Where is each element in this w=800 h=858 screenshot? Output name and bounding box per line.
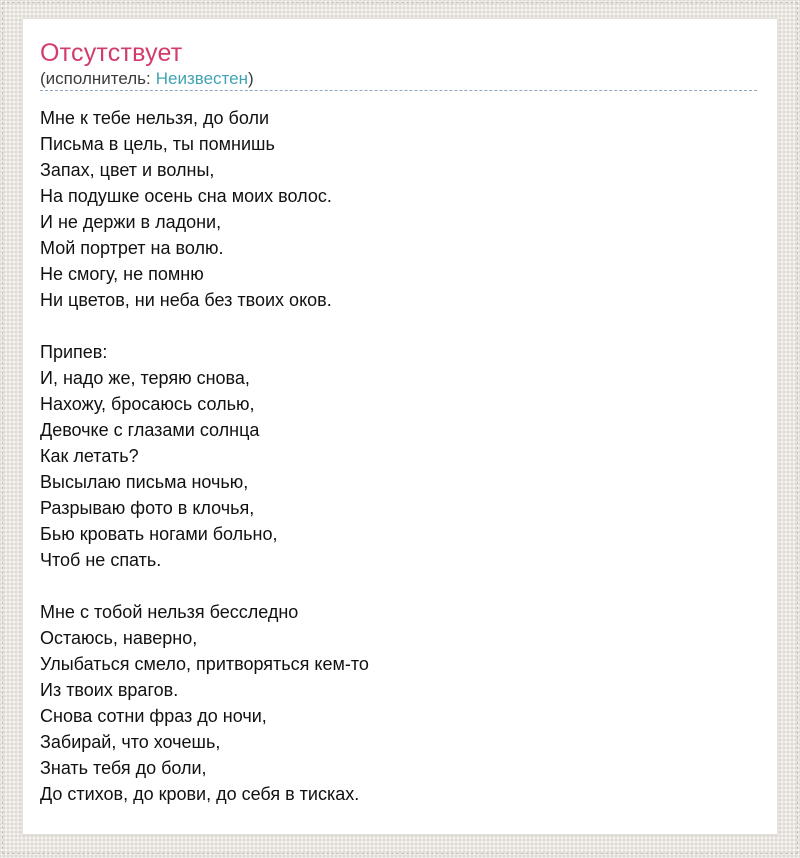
lyric-line-blank — [40, 573, 757, 599]
lyric-line: Припев: — [40, 342, 108, 362]
lyrics-text — [40, 105, 757, 807]
lyric-line: Из твоих врагов. — [40, 680, 179, 700]
lyric-line: Чтоб не спать. — [40, 550, 162, 570]
dashed-separator — [40, 90, 757, 91]
lyric-line: Бью кровать ногами больно, — [40, 524, 278, 544]
lyric-line: Мой портрет на волю. — [40, 238, 224, 258]
page-title: Отсутствует — [40, 39, 183, 67]
lyric-line: И, надо же, теряю снова, — [40, 368, 250, 388]
lyric-line: Письма в цель, ты помнишь — [40, 134, 275, 154]
lyric-line: Девочке с глазами солнца — [40, 420, 260, 440]
lyric-line: Как летать? — [40, 446, 139, 466]
lyric-line: Не смогу, не помню — [40, 264, 204, 284]
lyric-line: И не держи в ладони, — [40, 212, 222, 232]
lyric-line: Улыбаться смело, притворяться кем-то — [40, 654, 369, 674]
artist-link[interactable]: Неизвестен — [155, 69, 248, 88]
lyric-line: Нахожу, бросаюсь солью, — [40, 394, 255, 414]
lyric-line: Остаюсь, наверно, — [40, 628, 198, 648]
lyric-line: Снова сотни фраз до ночи, — [40, 706, 267, 726]
lyric-line: Мне к тебе нельзя, до боли — [40, 108, 270, 128]
artist-label-open: (исполнитель: — [40, 69, 151, 88]
lyric-line: Мне с тобой нельзя бесследно — [40, 602, 299, 622]
artist-line — [40, 68, 757, 90]
lyrics-card — [22, 18, 778, 835]
lyric-line: Забирай, что хочешь, — [40, 732, 221, 752]
lyric-line: На подушке осень сна моих волос. — [40, 186, 332, 206]
lyric-line: До стихов, до крови, до себя в тисках. — [40, 784, 360, 804]
artist-label-close: ) — [248, 69, 254, 88]
lyric-line: Запах, цвет и волны, — [40, 160, 215, 180]
lyric-line: Разрываю фото в клочья, — [40, 498, 255, 518]
lyric-line: Ни цветов, ни неба без твоих оков. — [40, 290, 332, 310]
lyric-line-blank — [40, 313, 757, 339]
lyric-line: Высылаю письма ночью, — [40, 472, 249, 492]
lyric-line: Знать тебя до боли, — [40, 758, 207, 778]
